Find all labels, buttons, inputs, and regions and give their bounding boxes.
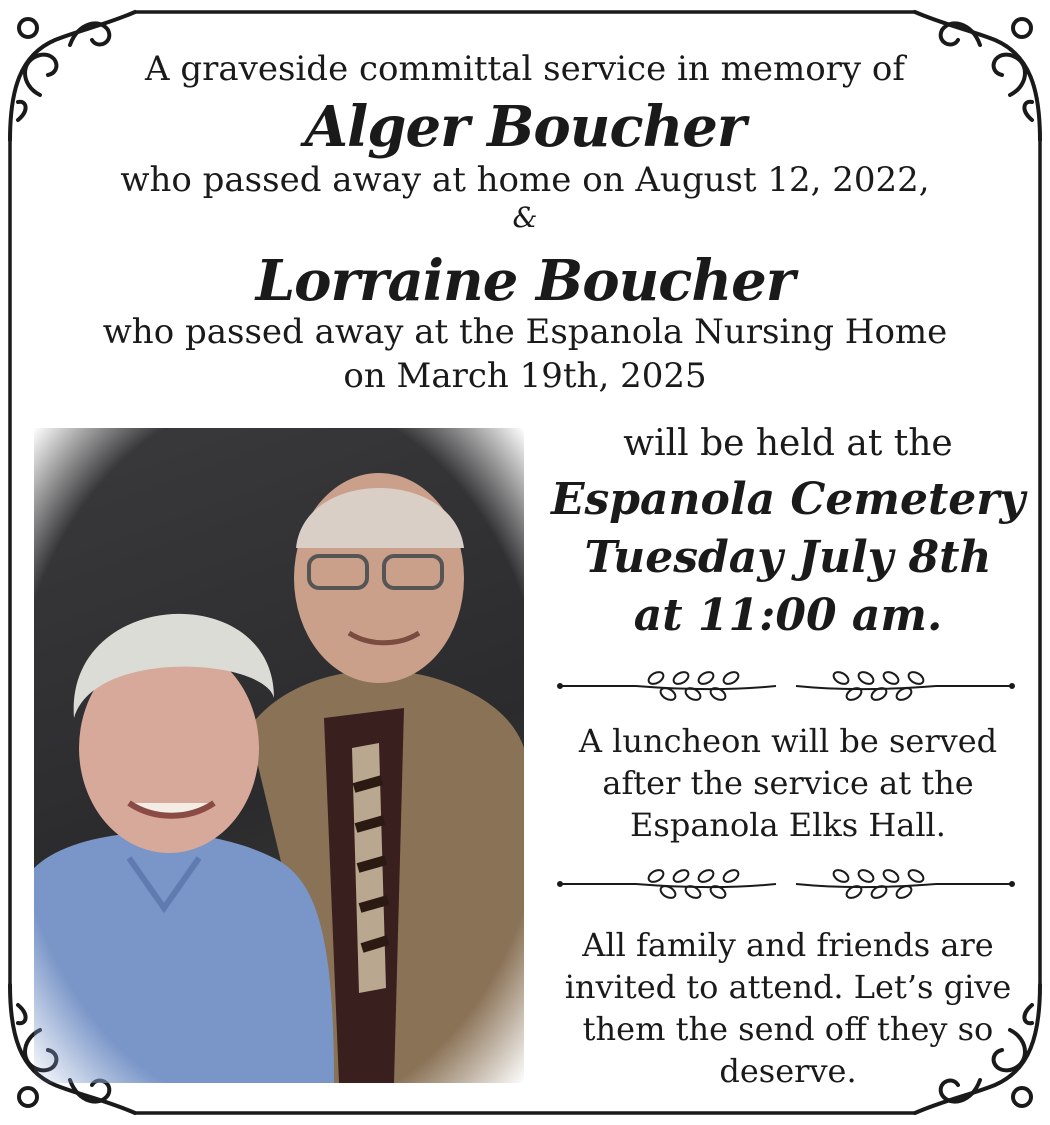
couple-photo [34, 428, 524, 1083]
laurel-divider-icon [556, 660, 1016, 712]
laurel-divider-icon [556, 858, 1016, 910]
event-location: Espanola Cemetery [550, 474, 1026, 525]
intro-text: A graveside committal service in memory of [145, 49, 905, 89]
name-lorraine: Lorraine Boucher [255, 248, 795, 314]
closing-text: All family and friends are invited to attend. Let’s give them the send off they so deserve. [564, 926, 1012, 1090]
ampersand: & [512, 201, 538, 234]
alger-passing-text: who passed away at home on August 12, 2022, [120, 160, 930, 200]
held-at-text: will be held at the [623, 423, 953, 464]
luncheon-text: A luncheon will be served after the service at the Espanola Elks Hall. [578, 722, 998, 844]
name-alger: Alger Boucher [304, 94, 746, 160]
lorraine-passing-date: on March 19th, 2025 [343, 356, 707, 396]
event-date: Tuesday July 8th [584, 532, 992, 583]
lorraine-passing-text: who passed away at the Espanola Nursing Home [102, 312, 948, 352]
event-time: at 11:00 am. [633, 590, 943, 641]
